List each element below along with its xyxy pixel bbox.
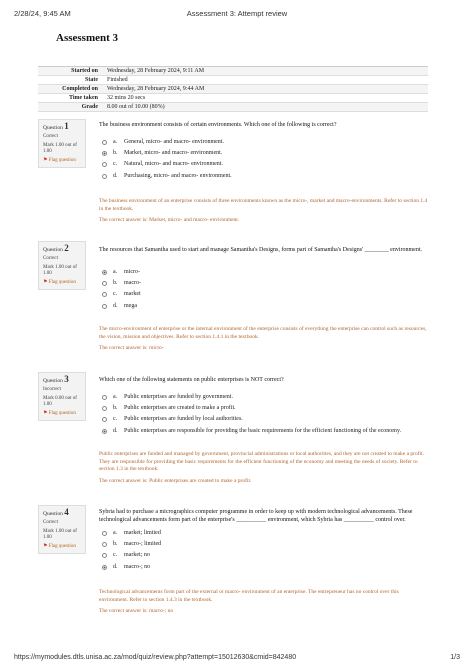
option-letter: b. [113, 150, 118, 157]
flag-icon: ⚑ [43, 411, 48, 416]
question-label: Question [43, 378, 63, 384]
flag-icon: ⚑ [43, 158, 48, 163]
print-page-title: Assessment 3: Attempt review [186, 9, 288, 18]
question-info-4 [38, 505, 86, 554]
question-info-2 [38, 241, 86, 290]
option-letter: b. [113, 541, 118, 548]
summary-value: 8.00 out of 10.00 (80%) [107, 104, 165, 110]
radio-button[interactable] [102, 292, 107, 297]
radio-button[interactable] [102, 140, 107, 145]
option-letter: a. [113, 269, 118, 275]
answer-options [102, 392, 422, 437]
flag-label: Flag question [48, 411, 76, 416]
answer-option[interactable] [102, 137, 422, 148]
summary-label: Started on [71, 68, 98, 74]
attempt-summary-table [38, 66, 428, 112]
option-letter: c. [113, 291, 118, 298]
option-letter: a. [113, 394, 118, 400]
radio-button[interactable] [102, 174, 107, 179]
summary-row-started [38, 67, 428, 76]
print-page-number: 1/3 [450, 654, 460, 661]
print-datetime: 2/28/24, 9:45 AM [14, 9, 71, 18]
radio-button[interactable] [102, 417, 107, 422]
question-number: 1 [64, 121, 69, 131]
option-letter: d. [113, 427, 118, 434]
question-number: 3 [64, 374, 69, 384]
general-feedback: The business environment of an enterprise consists of three environments known as the micro-, market and macro-environments. Refer to section 1.4 in the textbook. [99, 198, 428, 212]
radio-button-selected[interactable] [102, 151, 107, 156]
radio-button[interactable] [102, 281, 107, 286]
option-text: General, micro- and macro- environment. [124, 139, 224, 145]
answer-option[interactable] [102, 392, 422, 403]
summary-label: Completed on [62, 86, 98, 92]
radio-button[interactable] [102, 162, 107, 167]
flag-icon: ⚑ [43, 280, 48, 285]
option-text: micro- [124, 269, 140, 275]
summary-value: Finished [107, 77, 128, 83]
answer-option[interactable] [102, 159, 422, 170]
answer-option[interactable] [102, 414, 422, 425]
question-text: The resources that Samantha used to start and manage Samantha's Designs, forms part of Samantha's Designs' ________ environment. [99, 247, 423, 253]
question-mark: Mark 1.00 out of 1.00 [43, 265, 77, 276]
radio-button[interactable] [102, 395, 107, 400]
feedback-block [99, 198, 429, 225]
question-label: Question [43, 511, 63, 517]
question-label: Question [43, 125, 63, 131]
option-letter: c. [113, 416, 118, 423]
option-letter: a. [113, 530, 118, 536]
question-state: Correct [43, 256, 58, 261]
radio-button[interactable] [102, 553, 107, 558]
question-state: Correct [43, 134, 58, 139]
answer-option[interactable] [102, 148, 422, 159]
right-answer: The correct answer is: micro- [99, 345, 164, 351]
print-url: https://mymodules.dtls.unisa.ac.za/mod/quiz/review.php?attempt=15012630&cmid=842480 [14, 654, 297, 661]
answer-option[interactable] [102, 528, 422, 539]
answer-option[interactable] [102, 301, 422, 312]
option-letter: d. [113, 563, 118, 570]
general-feedback: The micro-environment of enterprise or the internal environment of the enterprise consists of everything the enterprise can control such as resources, the vision, mission and objectives. Refer to section 1.4.1 in the textbook. [99, 326, 427, 340]
question-mark: Mark 1.00 out of 1.00 [43, 529, 77, 540]
option-letter: a. [113, 139, 118, 145]
question-state: Incorrect [43, 387, 62, 392]
option-letter: c. [113, 161, 118, 168]
option-text: Natural, micro- and macro- environment. [124, 161, 223, 168]
option-text: market [124, 291, 141, 298]
radio-button[interactable] [102, 542, 107, 547]
option-text: Public enterprises are funded by government. [124, 394, 233, 400]
option-text: Public enterprises are created to make a profit. [124, 405, 236, 412]
question-number: 4 [64, 507, 69, 517]
answer-option[interactable] [102, 539, 422, 550]
radio-button[interactable] [102, 531, 107, 536]
summary-row-grade [38, 103, 428, 112]
flag-label: Flag question [48, 544, 76, 549]
feedback-block [99, 451, 429, 485]
option-letter: b. [113, 405, 118, 412]
question-text: Sybria had to purchase a micrographics computer programme in order to keep up with modern technological advancements. These technological advancements form part of the enterprise's __________ environment, which Sybria has __________ control over. [99, 509, 413, 523]
question-text: The business environment consists of certain environments. Which one of the following is correct? [99, 122, 337, 128]
answer-option[interactable] [102, 562, 422, 573]
question-info-1 [38, 119, 86, 168]
feedback-block [99, 326, 429, 353]
summary-row-completed [38, 85, 428, 94]
summary-row-state [38, 76, 428, 85]
flag-label: Flag question [48, 158, 76, 163]
general-feedback: Technological advancements form part of the external or macro- environment of an enterprise. The entrepreneur has no control over this environment. Refer to section 1.4.3 in the textbook. [99, 589, 399, 603]
answer-options [102, 528, 422, 573]
option-text: Public enterprises are responsible for providing the basic requirements for the efficient functioning of the economy. [124, 427, 402, 434]
question-number: 2 [64, 243, 69, 253]
summary-label: State [85, 77, 98, 83]
flag-question-link[interactable] [43, 158, 81, 164]
question-info-3 [38, 372, 86, 421]
flag-icon: ⚑ [43, 544, 48, 549]
summary-label: Grade [81, 104, 98, 110]
answer-option[interactable] [102, 403, 422, 414]
question-mark: Mark 0.00 out of 1.00 [43, 396, 77, 407]
general-feedback: Public enterprises are funded and managed by government, provincial administrations or local authorities, and they are not created to make a profit. They are responsible for providing the basic requirements for the efficient functioning of the economy and meeting the needs of society. Refer to section 1.3 in the textbook. [99, 451, 425, 472]
flag-question-link[interactable] [43, 411, 81, 417]
question-label: Question [43, 247, 63, 253]
option-text: market; limited [124, 530, 161, 536]
radio-button[interactable] [102, 304, 107, 309]
flag-question-link[interactable] [43, 544, 81, 550]
page-title: Assessment 3 [56, 32, 119, 44]
answer-options [102, 267, 422, 312]
answer-options [102, 137, 422, 182]
summary-label: Time taken [68, 95, 98, 101]
answer-option[interactable] [102, 289, 422, 300]
option-text: Public enterprises are funded by local authorities. [124, 416, 243, 423]
option-letter: d. [113, 302, 118, 309]
summary-value: Wednesday, 28 February 2024, 9:11 AM [107, 68, 205, 74]
option-letter: b. [113, 280, 118, 287]
radio-button-selected[interactable] [102, 429, 107, 434]
summary-value: 32 mins 20 secs [107, 95, 146, 101]
answer-option[interactable] [102, 278, 422, 289]
radio-button-selected[interactable] [102, 270, 107, 275]
summary-row-time [38, 94, 428, 103]
question-state: Correct [43, 520, 58, 525]
right-answer: The correct answer is: macro-; no [99, 608, 174, 614]
option-text: mega [124, 302, 137, 309]
option-text: Purchasing, micro- and macro- environment. [124, 172, 232, 179]
option-text: macro-; limited [124, 541, 162, 548]
option-letter: c. [113, 552, 118, 559]
answer-option[interactable] [102, 426, 422, 437]
question-mark: Mark 1.00 out of 1.00 [43, 143, 77, 154]
answer-option[interactable] [102, 550, 422, 561]
answer-option[interactable] [102, 267, 422, 278]
radio-button-selected[interactable] [102, 565, 107, 570]
answer-option[interactable] [102, 171, 422, 182]
right-answer: The correct answer is: Public enterprises are created to make a profit. [99, 477, 252, 484]
question-text: Which one of the following statements on public enterprises is NOT correct? [99, 377, 284, 383]
feedback-block [99, 589, 429, 616]
summary-value: Wednesday, 28 February 2024, 9:44 AM [107, 86, 205, 92]
option-letter: d. [113, 172, 118, 179]
radio-button[interactable] [102, 406, 107, 411]
option-text: market; no [124, 552, 150, 559]
flag-label: Flag question [48, 280, 76, 285]
flag-question-link[interactable] [43, 280, 81, 286]
option-text: Market, micro- and macro- environment. [124, 150, 223, 157]
right-answer: The correct answer is: Market, micro- and macro- environment. [99, 217, 240, 223]
option-text: macro- [124, 280, 141, 287]
option-text: macro-; no [124, 563, 151, 570]
